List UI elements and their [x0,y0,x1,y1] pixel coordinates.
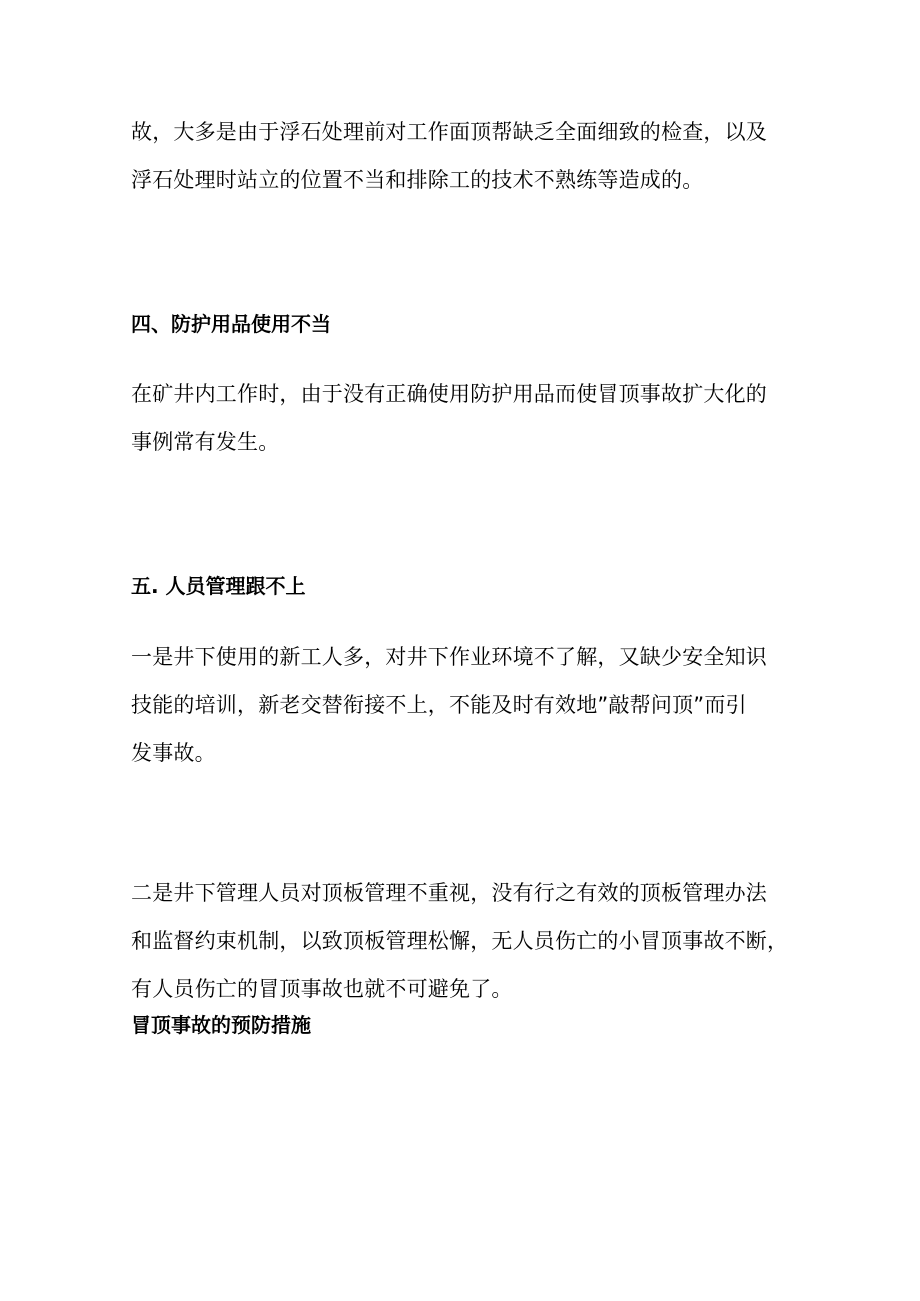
text-line: 一是井下使用的新工人多，对井下作业环境不了解，又缺少安全知识 [131,645,767,669]
text-line: 在矿井内工作时，由于没有正确使用防护用品而使冒顶事故扩大化的 [131,382,767,406]
text-line: 发事故。 [131,741,216,765]
paragraph-floating-rock-causes [131,108,811,204]
paragraph-protective-equipment [131,370,811,466]
text-line: 有人员伤亡的冒顶事故也就不可避免了。 [131,977,513,1001]
text-line: 故，大多是由于浮石处理前对工作面顶帮缺乏全面细致的检查，以及 [131,120,767,144]
text-line: 二是井下管理人员对顶板管理不重视，没有行之有效的顶板管理办法 [131,881,767,905]
text-line: 事例常有发生。 [131,430,280,454]
paragraph-new-workers [131,633,811,777]
text-line: 和监督约束机制，以致顶板管理松懈，无人员伤亡的小冒顶事故不断， [131,929,789,953]
text-line: 技能的培训，新老交替衔接不上，不能及时有效地”敲帮问顶”而引 [131,693,747,717]
paragraph-management-neglect [131,869,811,1013]
section-heading-protective-equipment: 四、防护用品使用不当 [131,312,331,336]
text-line: 浮石处理时站立的位置不当和排除工的技术不熟练等造成的。 [131,168,704,192]
section-heading-personnel-management: 五. 人员管理跟不上 [131,574,306,598]
section-heading-prevention-measures: 冒顶事故的预防措施 [131,1013,311,1037]
